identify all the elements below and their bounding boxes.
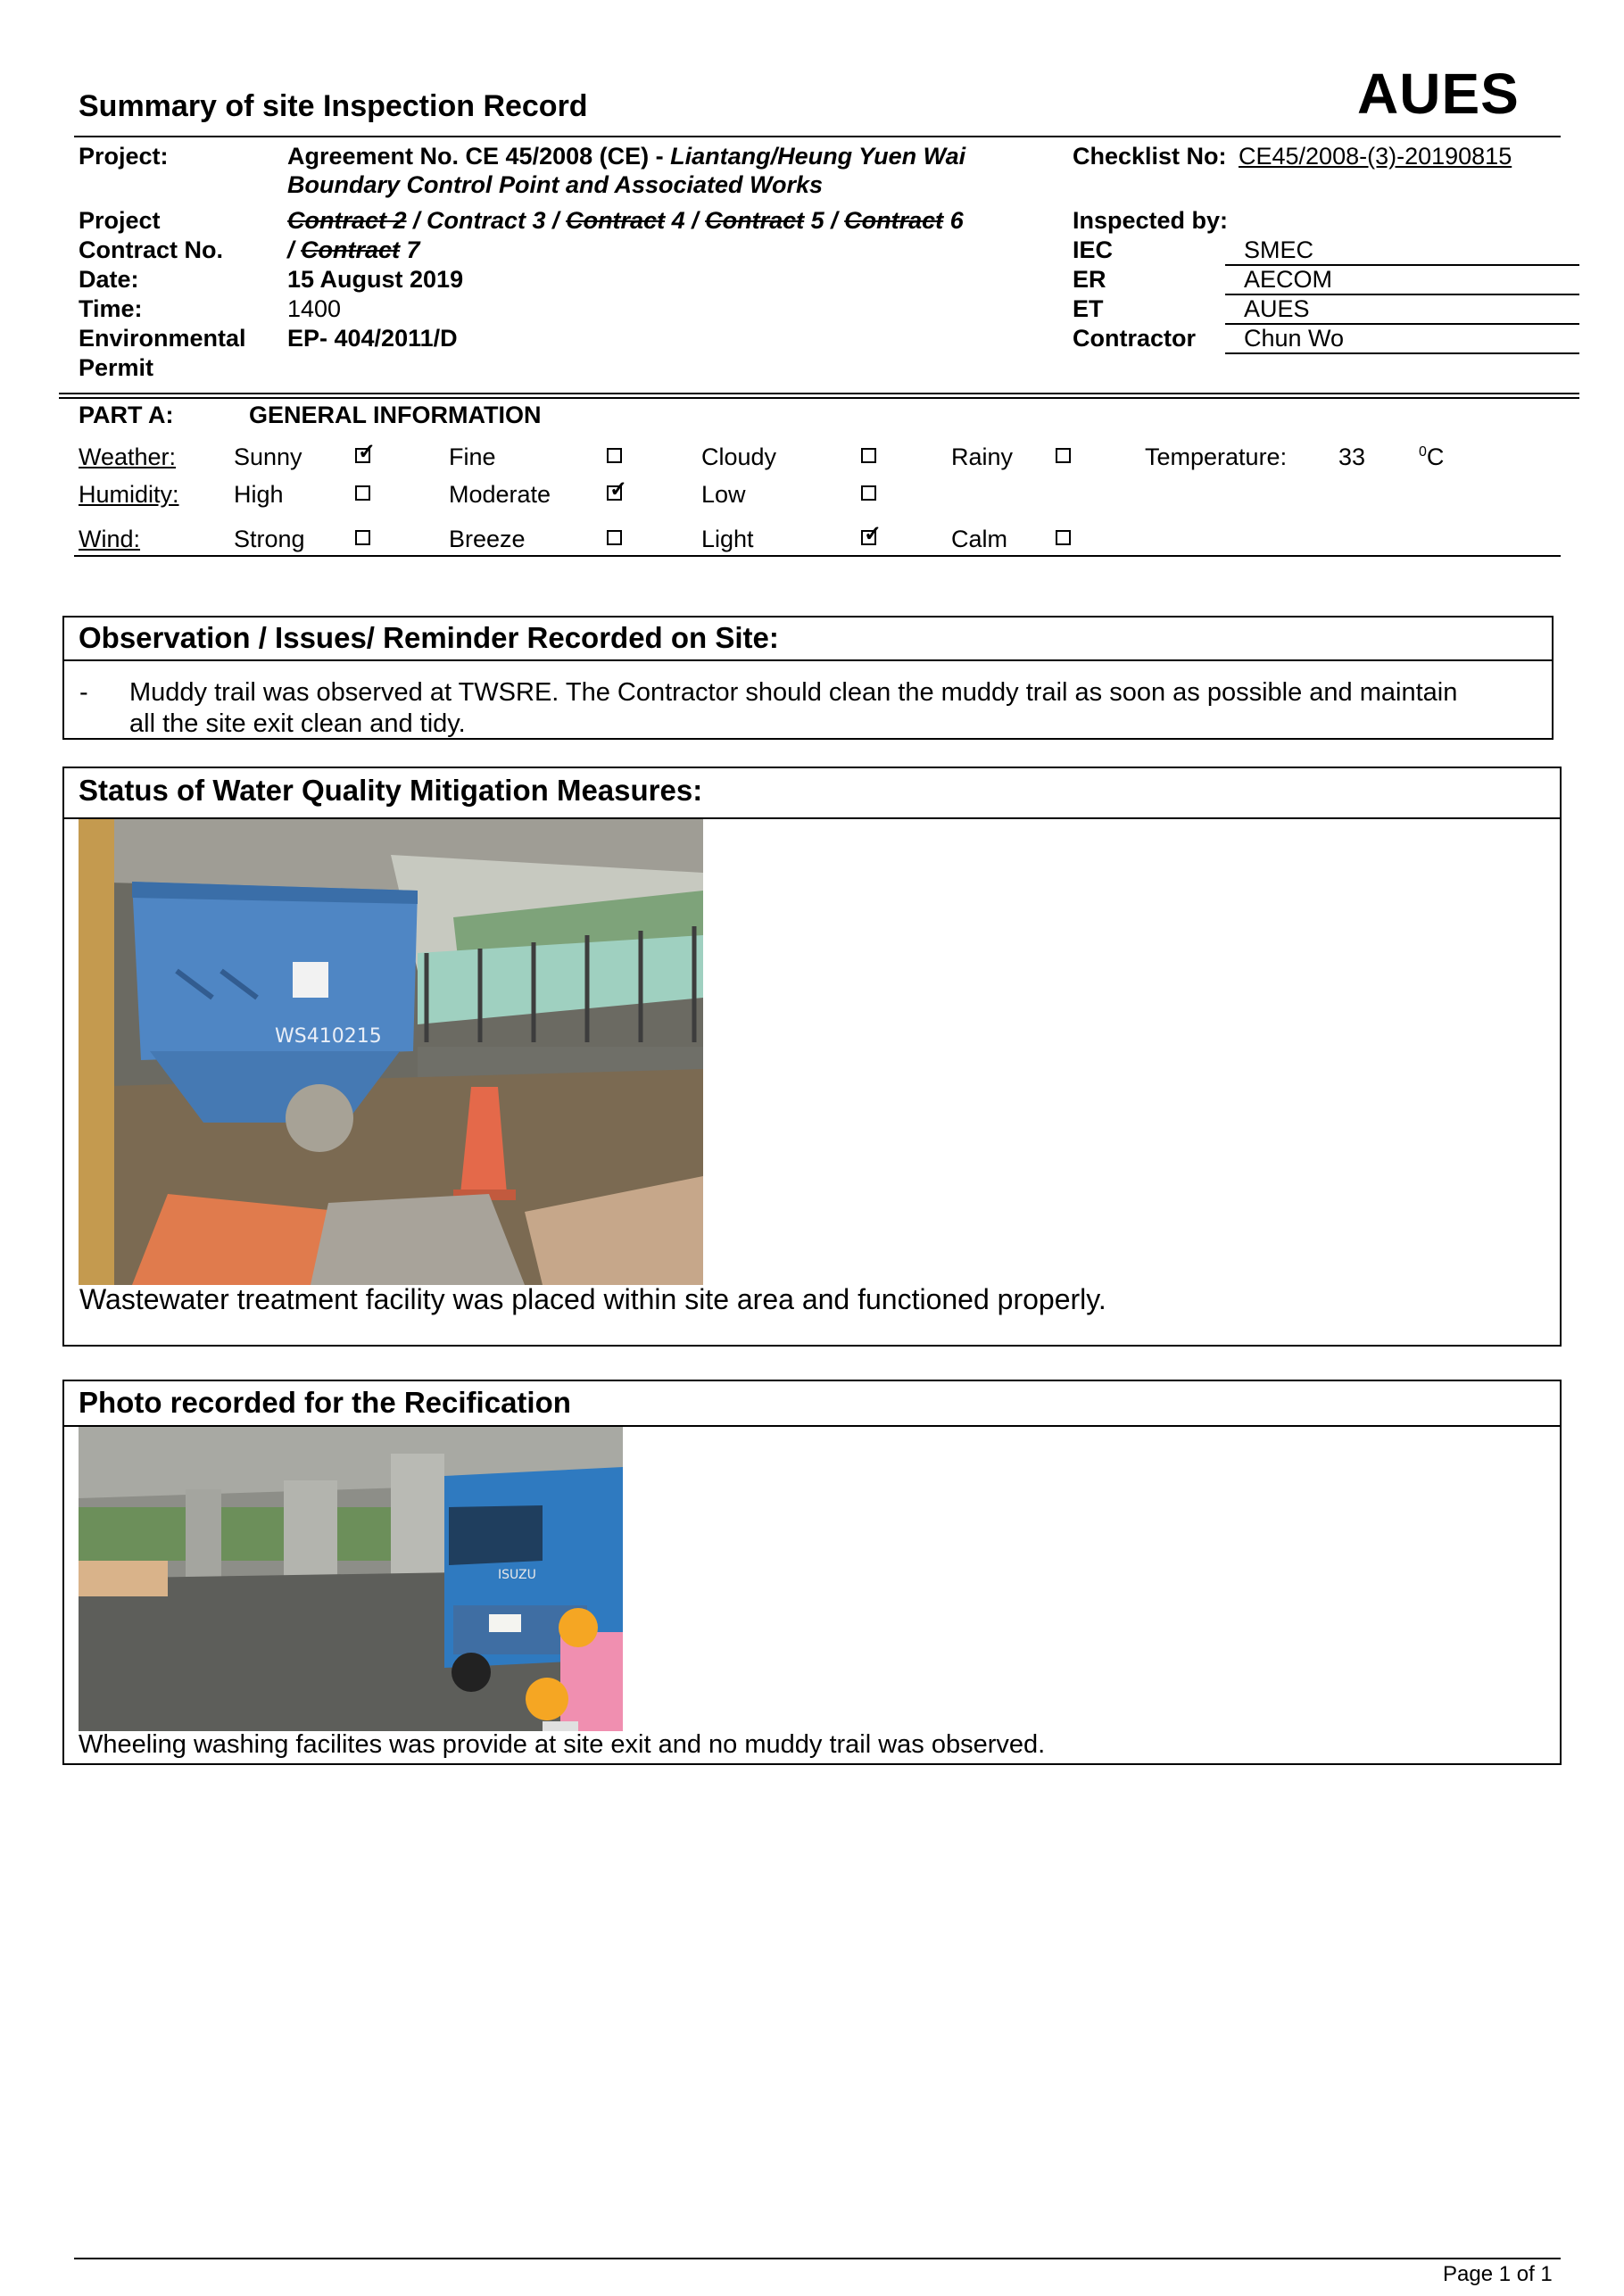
humidity-option-label: Low: [701, 481, 746, 508]
part-a-label: PART A:: [79, 402, 174, 428]
wind-option-label: Light: [701, 526, 754, 552]
section-rule: [59, 397, 1579, 399]
inspector-name: SMEC: [1244, 236, 1314, 263]
humidity-option-label: Moderate: [449, 481, 551, 508]
inspector-role: Contractor: [1073, 325, 1197, 352]
humidity-high-checkbox[interactable]: [355, 485, 370, 501]
contract-value-line2: / Contract 7: [287, 236, 420, 263]
document-title: Summary of site Inspection Record: [79, 89, 588, 123]
inspector-role: ER: [1073, 266, 1106, 293]
rectification-box: [62, 1380, 1562, 1765]
checklist-number: CE45/2008-(3)-20190815: [1239, 143, 1512, 170]
inspector-role: IEC: [1073, 236, 1114, 263]
time-label: Time:: [79, 295, 143, 322]
check-mark-icon: ✓: [358, 440, 377, 464]
rectification-header: [64, 1381, 1560, 1427]
contract-label-line1: Project: [79, 207, 161, 234]
rectification-caption: Wheeling washing facilites was provide at site exit and no muddy trail was observed.: [79, 1730, 1046, 1759]
water-quality-title: Status of Water Quality Mitigation Measures:: [79, 774, 703, 807]
project-value-line2: Boundary Control Point and Associated Works: [287, 171, 824, 198]
env-permit-label-line1: Environmental: [79, 325, 246, 352]
inspector-name: Chun Wo: [1244, 325, 1345, 352]
inspected-by-label: Inspected by:: [1073, 207, 1229, 234]
temperature-unit: $^0$C: [1419, 443, 1445, 470]
weather-option-label: Sunny: [234, 443, 302, 470]
temperature-label: Temperature:: [1145, 443, 1288, 470]
truck-brand-text: ISUZU: [498, 1568, 536, 1582]
wind-option-label: Breeze: [449, 526, 526, 552]
time-value: 1400: [287, 295, 342, 322]
observation-title: Observation / Issues/ Reminder Recorded on Site:: [79, 621, 779, 654]
weather-option-label: Cloudy: [701, 443, 777, 470]
weather-cloudy-checkbox[interactable]: [861, 448, 876, 463]
env-permit-label-line2: Permit: [79, 354, 154, 381]
env-permit-value: EP- 404/2011/D: [287, 325, 458, 352]
weather-label: Weather:: [79, 443, 177, 470]
wheel-washing-image: [79, 1427, 623, 1731]
footer-rule: [74, 2258, 1561, 2259]
inspector-name: AUES: [1244, 295, 1310, 322]
weather-fine-checkbox[interactable]: [607, 448, 622, 463]
water-quality-header: [64, 768, 1560, 819]
wind-strong-checkbox[interactable]: [355, 530, 370, 545]
humidity-moderate-checkbox[interactable]: [607, 477, 628, 501]
water-quality-caption: Wastewater treatment facility was placed within site area and functioned properly.: [79, 1283, 1106, 1315]
aues-logo: AUES: [1357, 62, 1520, 126]
observation-text-line2: all the site exit clean and tidy.: [129, 709, 466, 738]
check-mark-icon: ✓: [609, 477, 628, 501]
part-a-bottom-rule: [74, 555, 1561, 557]
observation-box: [62, 616, 1554, 740]
project-label: Project:: [79, 143, 169, 170]
wind-light-checkbox[interactable]: [861, 522, 882, 546]
water-quality-box: [62, 767, 1562, 1347]
contract-value: Contract 2 / Contract 3 / Contract 4 / Contract 5 / Contract 6: [287, 207, 964, 234]
part-a-title: GENERAL INFORMATION: [249, 402, 542, 428]
temperature-value: 33: [1338, 443, 1366, 470]
humidity-label: Humidity:: [79, 481, 179, 508]
weather-sunny-checkbox[interactable]: [355, 440, 377, 464]
wheel-washing-photo: [79, 1427, 623, 1731]
tank-tag-text: WS410215: [275, 1025, 382, 1048]
observation-bullet: -: [79, 678, 88, 707]
weather-option-label: Rainy: [951, 443, 1014, 470]
date-label: Date:: [79, 266, 139, 293]
humidity-option-label: High: [234, 481, 284, 508]
wind-breeze-checkbox[interactable]: [607, 530, 622, 545]
wind-option-label: Calm: [951, 526, 1008, 552]
header-rule: [74, 136, 1561, 137]
contract-label-line2: Contract No.: [79, 236, 223, 263]
weather-option-label: Fine: [449, 443, 496, 470]
date-value: 15 August 2019: [287, 266, 464, 293]
observation-header: [64, 618, 1552, 661]
project-value: Agreement No. CE 45/2008 (CE) - Liantang/Heung Yuen Wai: [287, 143, 966, 170]
wind-calm-checkbox[interactable]: [1056, 530, 1071, 545]
section-rule: [59, 393, 1579, 394]
observation-text-line1: Muddy trail was observed at TWSRE. The Contractor should clean the muddy trail as soon as possible and maintain: [129, 678, 1458, 707]
inspector-role: ET: [1073, 295, 1104, 322]
inspector-underline: [1225, 352, 1579, 354]
wastewater-facility-image: [79, 819, 703, 1285]
humidity-low-checkbox[interactable]: [861, 485, 876, 501]
rectification-title: Photo recorded for the Recification: [79, 1386, 571, 1419]
checklist-label: Checklist No:: [1073, 143, 1227, 170]
wastewater-facility-photo: [79, 819, 703, 1285]
inspector-name: AECOM: [1244, 266, 1333, 293]
wind-option-label: Strong: [234, 526, 305, 552]
check-mark-icon: ✓: [864, 522, 882, 546]
page-number: Page 1 of 1: [1443, 2262, 1553, 2286]
wind-label: Wind:: [79, 526, 141, 552]
weather-rainy-checkbox[interactable]: [1056, 448, 1071, 463]
